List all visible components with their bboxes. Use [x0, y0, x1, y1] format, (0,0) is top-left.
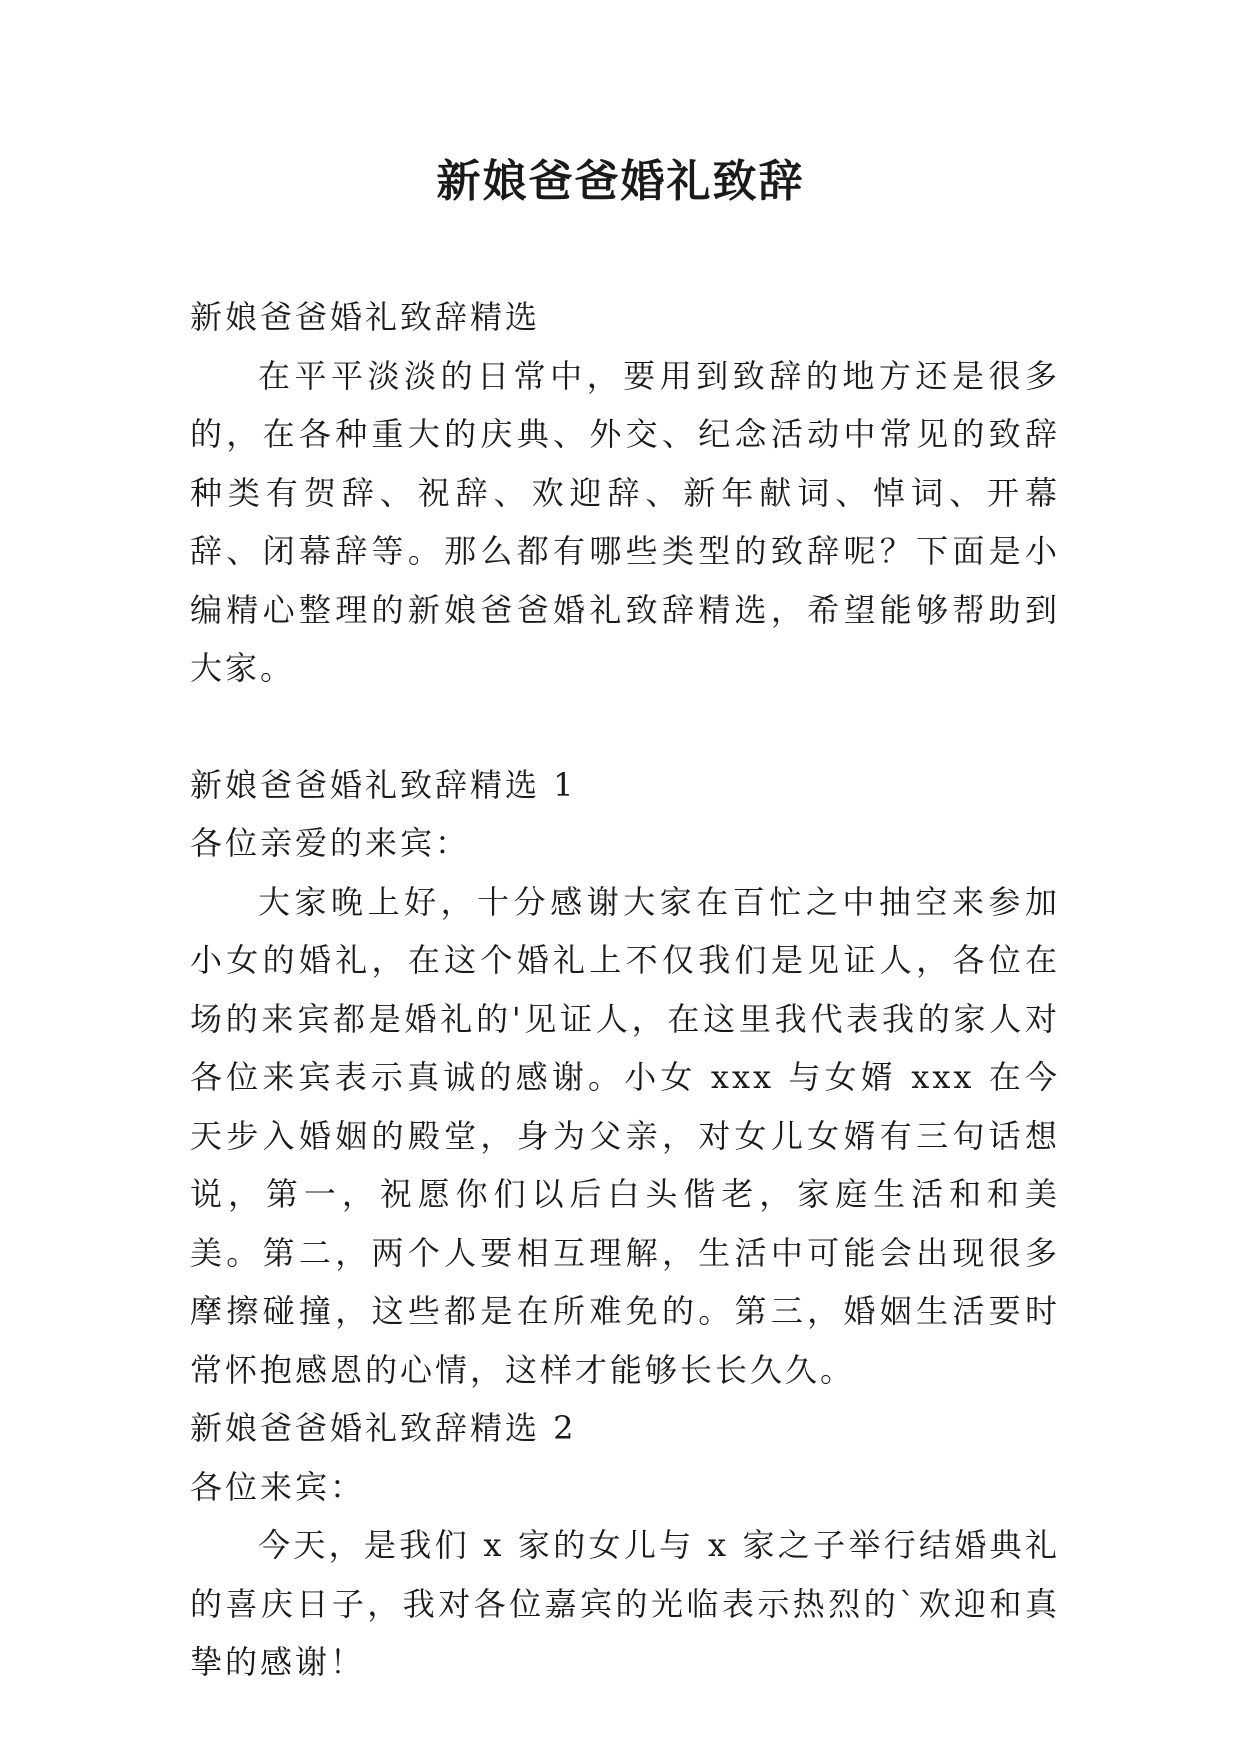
section-spacer — [190, 698, 1060, 756]
section2-paragraph: 今天，是我们 x 家的女儿与 x 家之子举行结婚典礼的喜庆日子，我对各位嘉宾的光临表示热烈的`欢迎和真挚的感谢！ — [190, 1526, 1060, 1681]
section1-heading: 新娘爸爸婚礼致辞精选 1 — [190, 765, 577, 804]
section2-salutation: 各位来宾： — [190, 1467, 366, 1506]
section2-heading: 新娘爸爸婚礼致辞精选 2 — [190, 1409, 577, 1447]
intro-heading: 新娘爸爸婚礼致辞精选 — [190, 298, 541, 336]
document-title: 新娘爸爸婚礼致辞 — [436, 156, 805, 207]
section1-salutation: 各位亲爱的来宾： — [190, 824, 471, 862]
intro-paragraph: 在平平淡淡的日常中，要用到致辞的地方还是很多的，在各种重大的庆典、外交、纪念活动中常见的致辞种类有贺辞、祝辞、欢迎辞、新年献词、悼词、开幕辞、闭幕辞等。那么都有哪些类型的致辞呢？下面是小编精心整理的新娘爸爸婚礼致辞精选，希望能够帮助到大家。 — [190, 356, 1060, 687]
document-body — [190, 288, 1060, 1692]
section1-paragraph: 大家晚上好，十分感谢大家在百忙之中抽空来参加小女的婚礼，在这个婚礼上不仅我们是见证人，各位在场的来宾都是婚礼的'见证人，在这里我代表我的家人对各位来宾表示真诚的感谢。小女 xxx 与女婿 xxx 在今天步入婚姻的殿堂，身为父亲，对女儿女婿有三句话想说，第一，祝愿你们以后白头偕老，家庭生活和和美美。第二，两个人要相互理解，生活中可能会出现很多摩擦碰撞，这些都是在所难免的。第三，婚姻生活要时常怀抱感恩的心情，这样才能够长长久久。 — [190, 882, 1060, 1389]
